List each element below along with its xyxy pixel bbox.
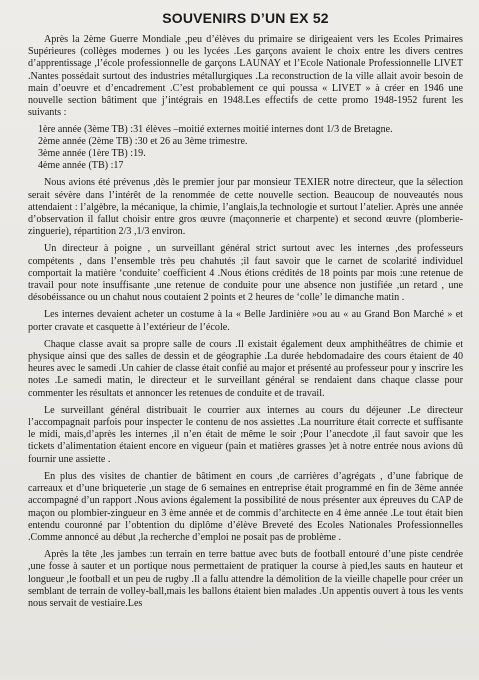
- paragraph-discipline: Un directeur à poigne , un surveillant général strict surtout avec les internes ,des professeurs compétents , dans l’ensemble très peu chahutés ;il faut savoir que le carnet de scolarité individuel comportait la matière ‘conduite’ coefficient 4 .Nous étions crédités de 18 points par mois :une retenue de travail pour note insuffisante ,une retenue de conduite pour une absence non justifiée ,un retard , une désobéissance ou un chahut nous coutaient 2 points et 2 heures de ‘colle’ le dimanche matin .: [28, 243, 463, 304]
- paragraph-costume: Les internes devaient acheter un costume à la « Belle Jardinière »ou au « au Grand Bon Marché » et porter cravate et casquette à l’extérieur de l’école.: [28, 309, 463, 333]
- paragraph-sports: Après la tête ,les jambes :un terrain en terre battue avec buts de football entouré d’une piste cendrée ,une fosse à sauter et un portique nous permettaient de pratiquer la course à pied,les sauts en hauteur et longueur ,le football et un peu de rugby .Il a fallu attendre la démolition de la vieille chapelle pour créer un semblant de terrain de volley-ball,mais les ballons étaient bien malades .Un appentis ouvert à tous les vents nous servait de vestiaire.Les: [28, 549, 463, 609]
- paragraph-classes: Chaque classe avait sa propre salle de cours .Il existait également deux amphithéâtres de chimie et physique ainsi que des salles de dessin et de géographie .La durée hebdomadaire des cours étaient de 40 heures avec le samedi .Un cahier de classe était confié au major et présenté au professeur pour y inscrire les notes .Le samedi matin, le directeur et le surveillant général se rendaient dans chaque classe pour commenter les résultats et annoncer les retenues de conduite et de travail.: [28, 338, 463, 399]
- paragraph-meals: Le surveillant général distribuait le courrier aux internes au cours du déjeuner .Le directeur l’accompagnait parfois pour inspecter le contenu de nos assiettes .La nourriture était correcte et suffisante le midi, mais,d’après les internes ,il n’en était de même le soir ;Pour l’anecdote ,il faut savoir que les tickets d’alimentation étaient encore en vigueur (pain et matières grasses )et à notre entrée nous avions dû fournir une assiette .: [28, 404, 463, 465]
- paragraph-internship: En plus des visites de chantier de bâtiment en cours ,de carrières d’agrégats , d’une fabrique de carreaux et d’une briqueterie ,un stage de 6 semaines en entreprise était programmé en fin de 3ème année accompagné d’un rapport .Nous avions également la possibilité de nous présenter aux épreuves du CAP de maçon ou plombier-zingueur en 3 ème année et de commis d’architecte en 4 ème année .Le tout était bien entendu couronné par l’obtention du diplôme d’élève Breveté des Ecoles Nationales Professionnelles .Comme annoncé au début ,la recherche d’emploi ne posait pas de problème .: [28, 470, 463, 543]
- count-line: 2ème année (2ème TB) :30 et 26 au 3ème trimestre.: [38, 136, 248, 148]
- count-line: 4ème année (TB) :17: [38, 160, 124, 172]
- paragraph-intro: Après la 2ème Guerre Mondiale ,peu d’élèves du primaire se dirigeaient vers les Ecoles Primaires Supérieures (collèges modernes ) ou les lycées .Les garçons avaient le choix entre les divers centres d’apprentissage ,l’école professionnelle de garçons LAUNAY et l’Ecole Nationale Professionnelle LIVET .Nantes possédait surtout des industries métallurgiques .La reconstruction de la ville allait avoir besoin de main d’oeuvre et d’encadrement .C’est probablement ce qui poussa « LIVET » à créer en 1946 une nouvelle section bâtiment que j’intégrais en 1948.Les effectifs de cette promo 1948-1952 furent les suivants :: [28, 34, 463, 119]
- promo-counts-list: [28, 124, 463, 172]
- paragraph-director: Nous avions été prévenus ,dès le premier jour par monsieur TEXIER notre directeur, que la sélection serait sévère dans l’intérêt de la renommée de cette nouvelle section. Beaucoup de nouveautés nous attendaient : l’algèbre, la mécanique, la chimie, l’anglais,la technologie et surtout l’atelier. Après une année d’observation il fallut choisir entre gros œuvre (maçonnerie et charpente) et second œuvre (plomberie-zinguerie), répartition 2/3 ,1/3 environ.: [28, 177, 463, 238]
- count-line: 3ème année (1ère TB) :19.: [38, 148, 146, 160]
- count-line: 1ère année (3ème TB) :31 élèves –moitié externes moitié internes dont 1/3 de Bretagne.: [38, 124, 393, 136]
- document-title: SOUVENIRS D’UN EX 52: [162, 10, 329, 26]
- page-bottom-fade: [0, 672, 479, 680]
